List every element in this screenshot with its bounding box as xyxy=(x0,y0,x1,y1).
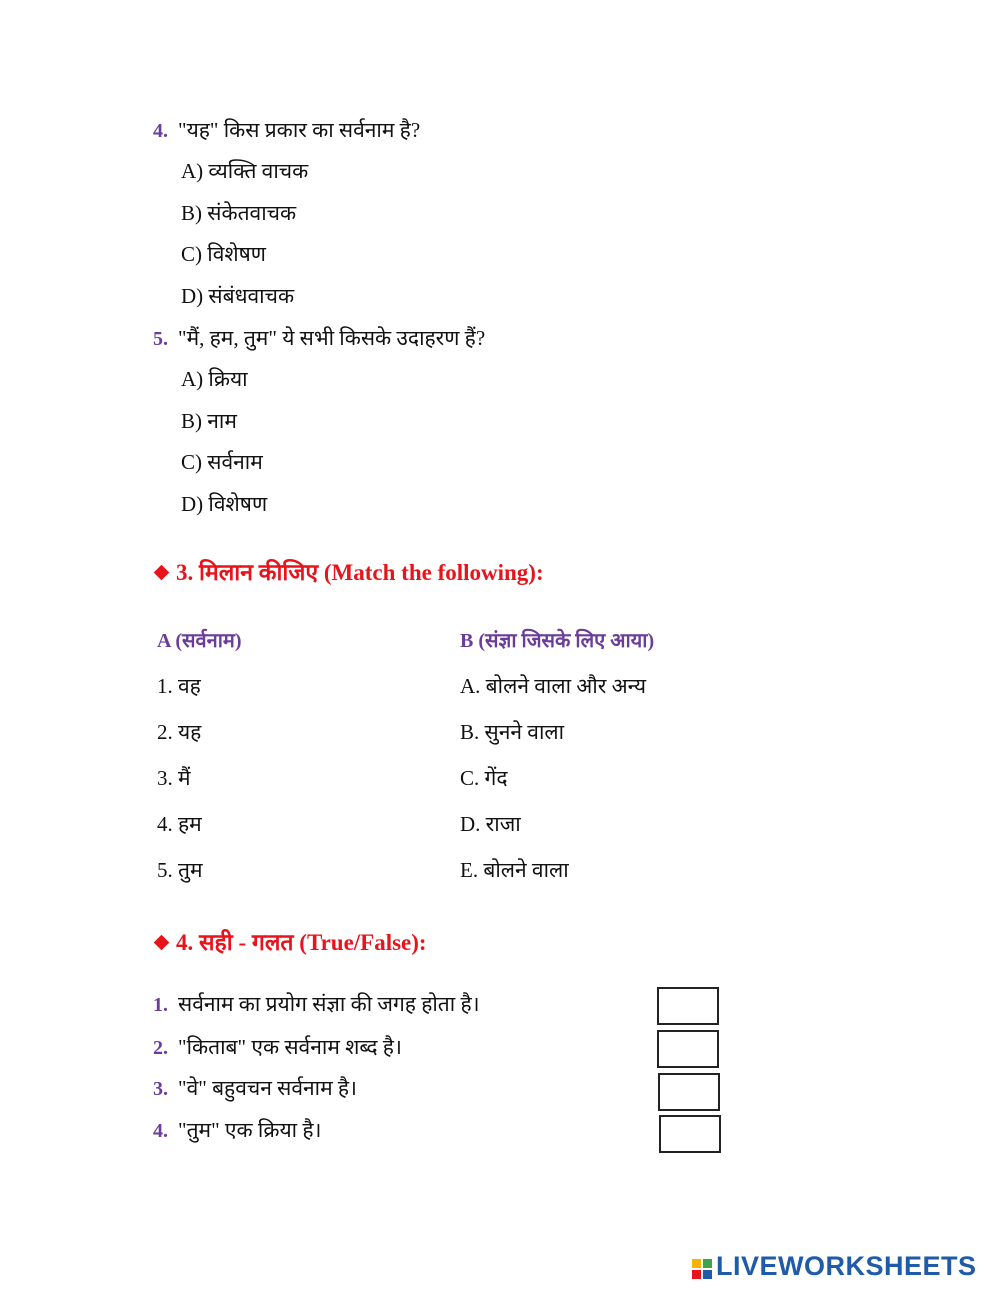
question-4 xyxy=(153,116,420,144)
diamond-bullet-icon xyxy=(154,565,170,581)
tf-item-3 xyxy=(153,1074,357,1102)
tf-section-heading: 4. सही - गलत (True/False): xyxy=(156,925,427,957)
match-section-heading: 3. मिलान कीजिए (Match the following): xyxy=(156,555,544,587)
match-b-item[interactable]: B. सुनने वाला xyxy=(460,720,565,744)
option-d[interactable]: D) संबंधवाचक xyxy=(181,284,295,308)
match-a-item[interactable]: 2. यह xyxy=(157,720,202,744)
option-b[interactable]: B) संकेतवाचक xyxy=(181,201,297,225)
match-b-item[interactable]: C. गेंद xyxy=(460,766,508,790)
liveworksheets-logo xyxy=(692,1251,977,1282)
match-col-b-heading: B (संज्ञा जिसके लिए आया) xyxy=(460,630,655,652)
brand-name: LIVEWORKSHEETS xyxy=(716,1251,977,1281)
option-a[interactable]: A) क्रिया xyxy=(181,367,248,391)
tf-number: 4. xyxy=(153,1120,168,1142)
tf-number: 1. xyxy=(153,994,168,1016)
tf-text: "वे" बहुवचन सर्वनाम है। xyxy=(178,1076,358,1100)
tf-answer-box-3[interactable] xyxy=(658,1073,720,1111)
match-col-a-heading: A (सर्वनाम) xyxy=(157,630,242,652)
tf-number: 2. xyxy=(153,1037,168,1059)
match-b-item[interactable]: D. राजा xyxy=(460,812,521,836)
tf-answer-box-1[interactable] xyxy=(657,987,719,1025)
tf-text: "किताब" एक सर्वनाम शब्द है। xyxy=(178,1035,402,1059)
tf-item-4 xyxy=(153,1116,321,1144)
diamond-bullet-icon xyxy=(154,935,170,951)
question-number: 4. xyxy=(153,120,168,142)
option-c[interactable]: C) विशेषण xyxy=(181,242,266,266)
option-c[interactable]: C) सर्वनाम xyxy=(181,450,263,474)
option-d[interactable]: D) विशेषण xyxy=(181,492,268,516)
question-text: "मैं, हम, तुम" ये सभी किसके उदाहरण हैं? xyxy=(178,326,486,350)
match-a-item[interactable]: 5. तुम xyxy=(157,858,203,882)
match-b-item[interactable]: A. बोलने वाला और अन्य xyxy=(460,674,647,698)
question-text: "यह" किस प्रकार का सर्वनाम है? xyxy=(178,118,421,142)
match-a-item[interactable]: 1. वह xyxy=(157,674,201,698)
tf-text: सर्वनाम का प्रयोग संज्ञा की जगह होता है। xyxy=(178,992,480,1016)
question-number: 5. xyxy=(153,328,168,350)
match-a-item[interactable]: 3. मैं xyxy=(157,766,191,790)
match-b-item[interactable]: E. बोलने वाला xyxy=(460,858,569,882)
option-b[interactable]: B) नाम xyxy=(181,409,237,433)
tf-number: 3. xyxy=(153,1078,168,1100)
tf-answer-box-2[interactable] xyxy=(657,1030,719,1068)
tf-item-2 xyxy=(153,1033,402,1061)
match-a-item[interactable]: 4. हम xyxy=(157,812,202,836)
tf-answer-box-4[interactable] xyxy=(659,1115,721,1153)
tf-text: "तुम" एक क्रिया है। xyxy=(178,1118,322,1142)
liveworksheets-logo-icon xyxy=(692,1259,712,1279)
question-5 xyxy=(153,324,485,352)
tf-item-1 xyxy=(153,990,480,1018)
option-a[interactable]: A) व्यक्ति वाचक xyxy=(181,159,309,183)
